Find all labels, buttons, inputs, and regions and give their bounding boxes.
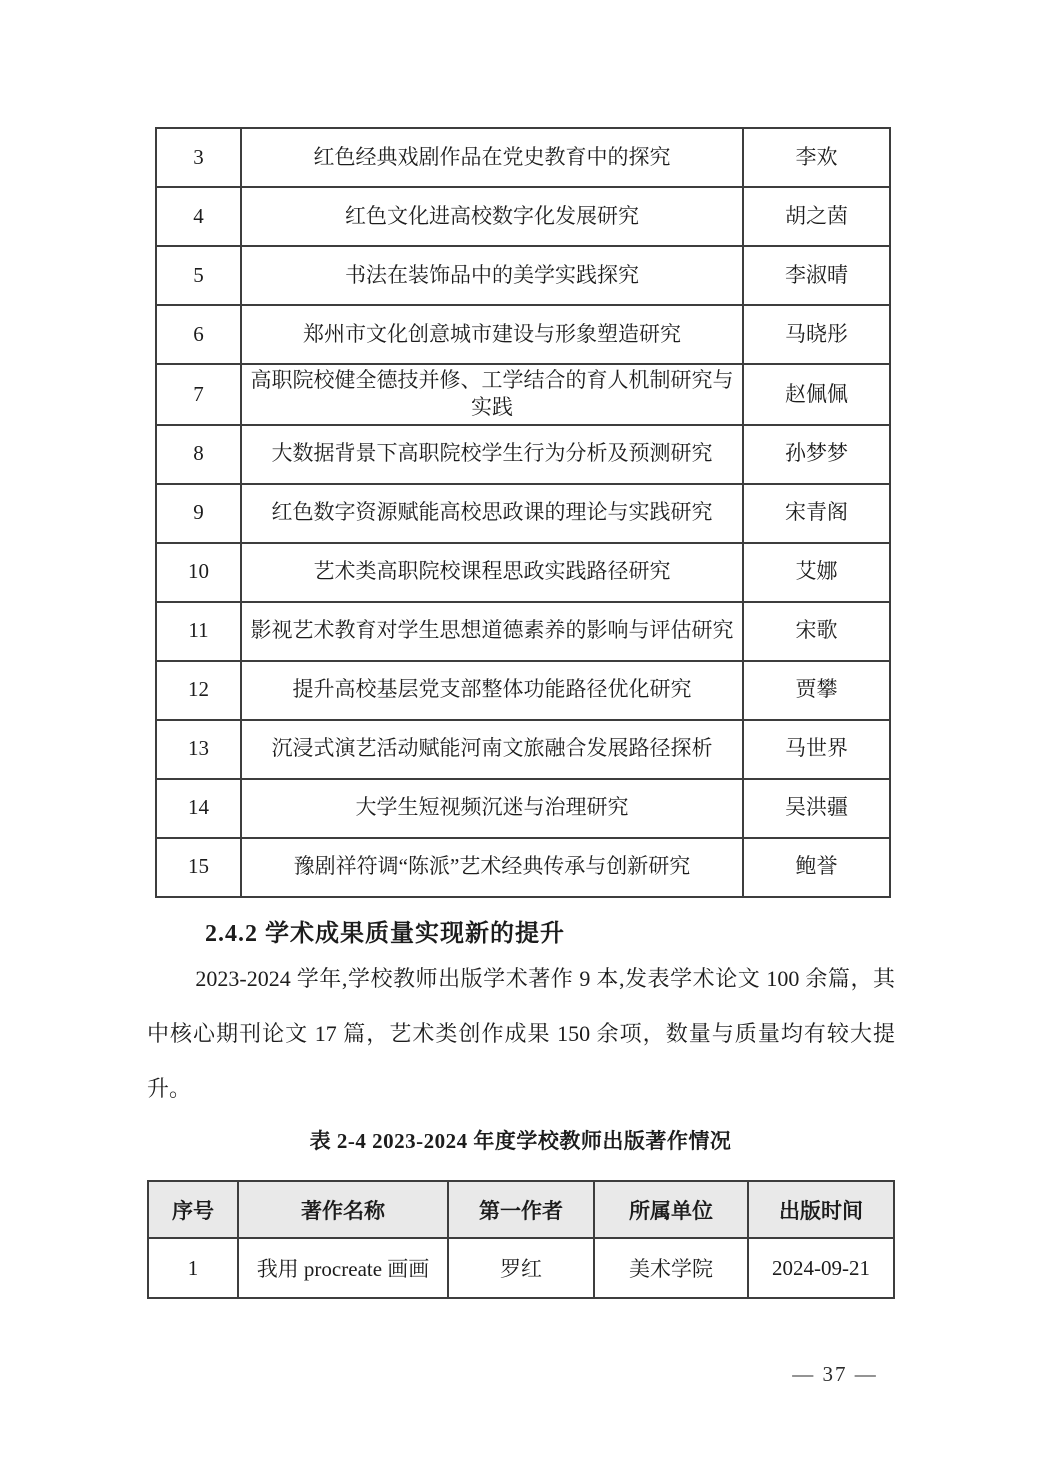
row-number-cell: 4	[156, 187, 241, 246]
topic-title-cell: 红色数字资源赋能高校思政课的理论与实践研究	[241, 484, 743, 543]
author-cell: 鲍誉	[743, 838, 890, 897]
topic-title-cell: 红色文化进高校数字化发展研究	[241, 187, 743, 246]
first-author-cell: 罗红	[448, 1238, 594, 1298]
topic-title-cell: 大学生短视频沉迷与治理研究	[241, 779, 743, 838]
topic-title-cell: 影视艺术教育对学生思想道德素养的影响与评估研究	[241, 602, 743, 661]
row-number-cell: 10	[156, 543, 241, 602]
row-number-cell: 14	[156, 779, 241, 838]
topic-title-cell: 艺术类高职院校课程思政实践路径研究	[241, 543, 743, 602]
author-cell: 孙梦梦	[743, 425, 890, 484]
header-book-title: 著作名称	[238, 1181, 448, 1238]
publications-table	[147, 1180, 895, 1299]
table-row	[156, 246, 890, 305]
author-cell: 艾娜	[743, 543, 890, 602]
table-row	[156, 484, 890, 543]
book-title-cell: 我用 procreate 画画	[238, 1238, 448, 1298]
table-row	[156, 602, 890, 661]
header-serial-number: 序号	[148, 1181, 238, 1238]
row-number-cell: 11	[156, 602, 241, 661]
topic-title-cell: 红色经典戏剧作品在党史教育中的探究	[241, 128, 743, 187]
row-number-cell: 12	[156, 661, 241, 720]
header-unit: 所属单位	[594, 1181, 748, 1238]
table-caption: 表 2-4 2023-2024 年度学校教师出版著作情况	[309, 1129, 732, 1153]
topic-title-cell: 郑州市文化创意城市建设与形象塑造研究	[241, 305, 743, 364]
author-cell: 李淑晴	[743, 246, 890, 305]
table-row	[156, 425, 890, 484]
page-number: — 37 —	[792, 1362, 878, 1386]
topic-title-cell: 高职院校健全德技并修、工学结合的育人机制研究与实践	[241, 364, 743, 425]
author-cell: 宋青阁	[743, 484, 890, 543]
topic-title-cell: 提升高校基层党支部整体功能路径优化研究	[241, 661, 743, 720]
row-number-cell: 15	[156, 838, 241, 897]
table-row	[148, 1238, 894, 1298]
row-number-cell: 13	[156, 720, 241, 779]
body-paragraph: 2023-2024 学年,学校教师出版学术著作 9 本,发表学术论文 100 余篇，其中核心期刊论文 17 篇，艺术类创作成果 150 余项，数量与质量均有较大提升。	[147, 966, 895, 1101]
table-row	[156, 838, 890, 897]
research-topics-table	[155, 127, 891, 898]
table-row	[156, 305, 890, 364]
row-number-cell: 7	[156, 364, 241, 425]
topic-title-cell: 大数据背景下高职院校学生行为分析及预测研究	[241, 425, 743, 484]
row-number-cell: 8	[156, 425, 241, 484]
author-cell: 吴洪疆	[743, 779, 890, 838]
author-cell: 胡之茵	[743, 187, 890, 246]
section-heading: 2.4.2 学术成果质量实现新的提升	[205, 921, 565, 947]
header-first-author: 第一作者	[448, 1181, 594, 1238]
publish-date-cell: 2024-09-21	[748, 1238, 894, 1298]
topic-title-cell: 书法在装饰品中的美学实践探究	[241, 246, 743, 305]
author-cell: 李欢	[743, 128, 890, 187]
unit-cell: 美术学院	[594, 1238, 748, 1298]
row-number-cell: 3	[156, 128, 241, 187]
author-cell: 宋歌	[743, 602, 890, 661]
row-number-cell: 1	[148, 1238, 238, 1298]
table-row	[156, 661, 890, 720]
header-publish-date: 出版时间	[748, 1181, 894, 1238]
topic-title-cell: 豫剧祥符调“陈派”艺术经典传承与创新研究	[241, 838, 743, 897]
author-cell: 马世界	[743, 720, 890, 779]
author-cell: 贾攀	[743, 661, 890, 720]
publications-header-row	[148, 1181, 894, 1238]
row-number-cell: 6	[156, 305, 241, 364]
author-cell: 马晓彤	[743, 305, 890, 364]
author-cell: 赵佩佩	[743, 364, 890, 425]
table-row	[156, 187, 890, 246]
topic-title-cell: 沉浸式演艺活动赋能河南文旅融合发展路径探析	[241, 720, 743, 779]
table-row	[156, 779, 890, 838]
table-row	[156, 543, 890, 602]
table-row	[156, 128, 890, 187]
table-row	[156, 364, 890, 425]
row-number-cell: 9	[156, 484, 241, 543]
row-number-cell: 5	[156, 246, 241, 305]
table-row	[156, 720, 890, 779]
